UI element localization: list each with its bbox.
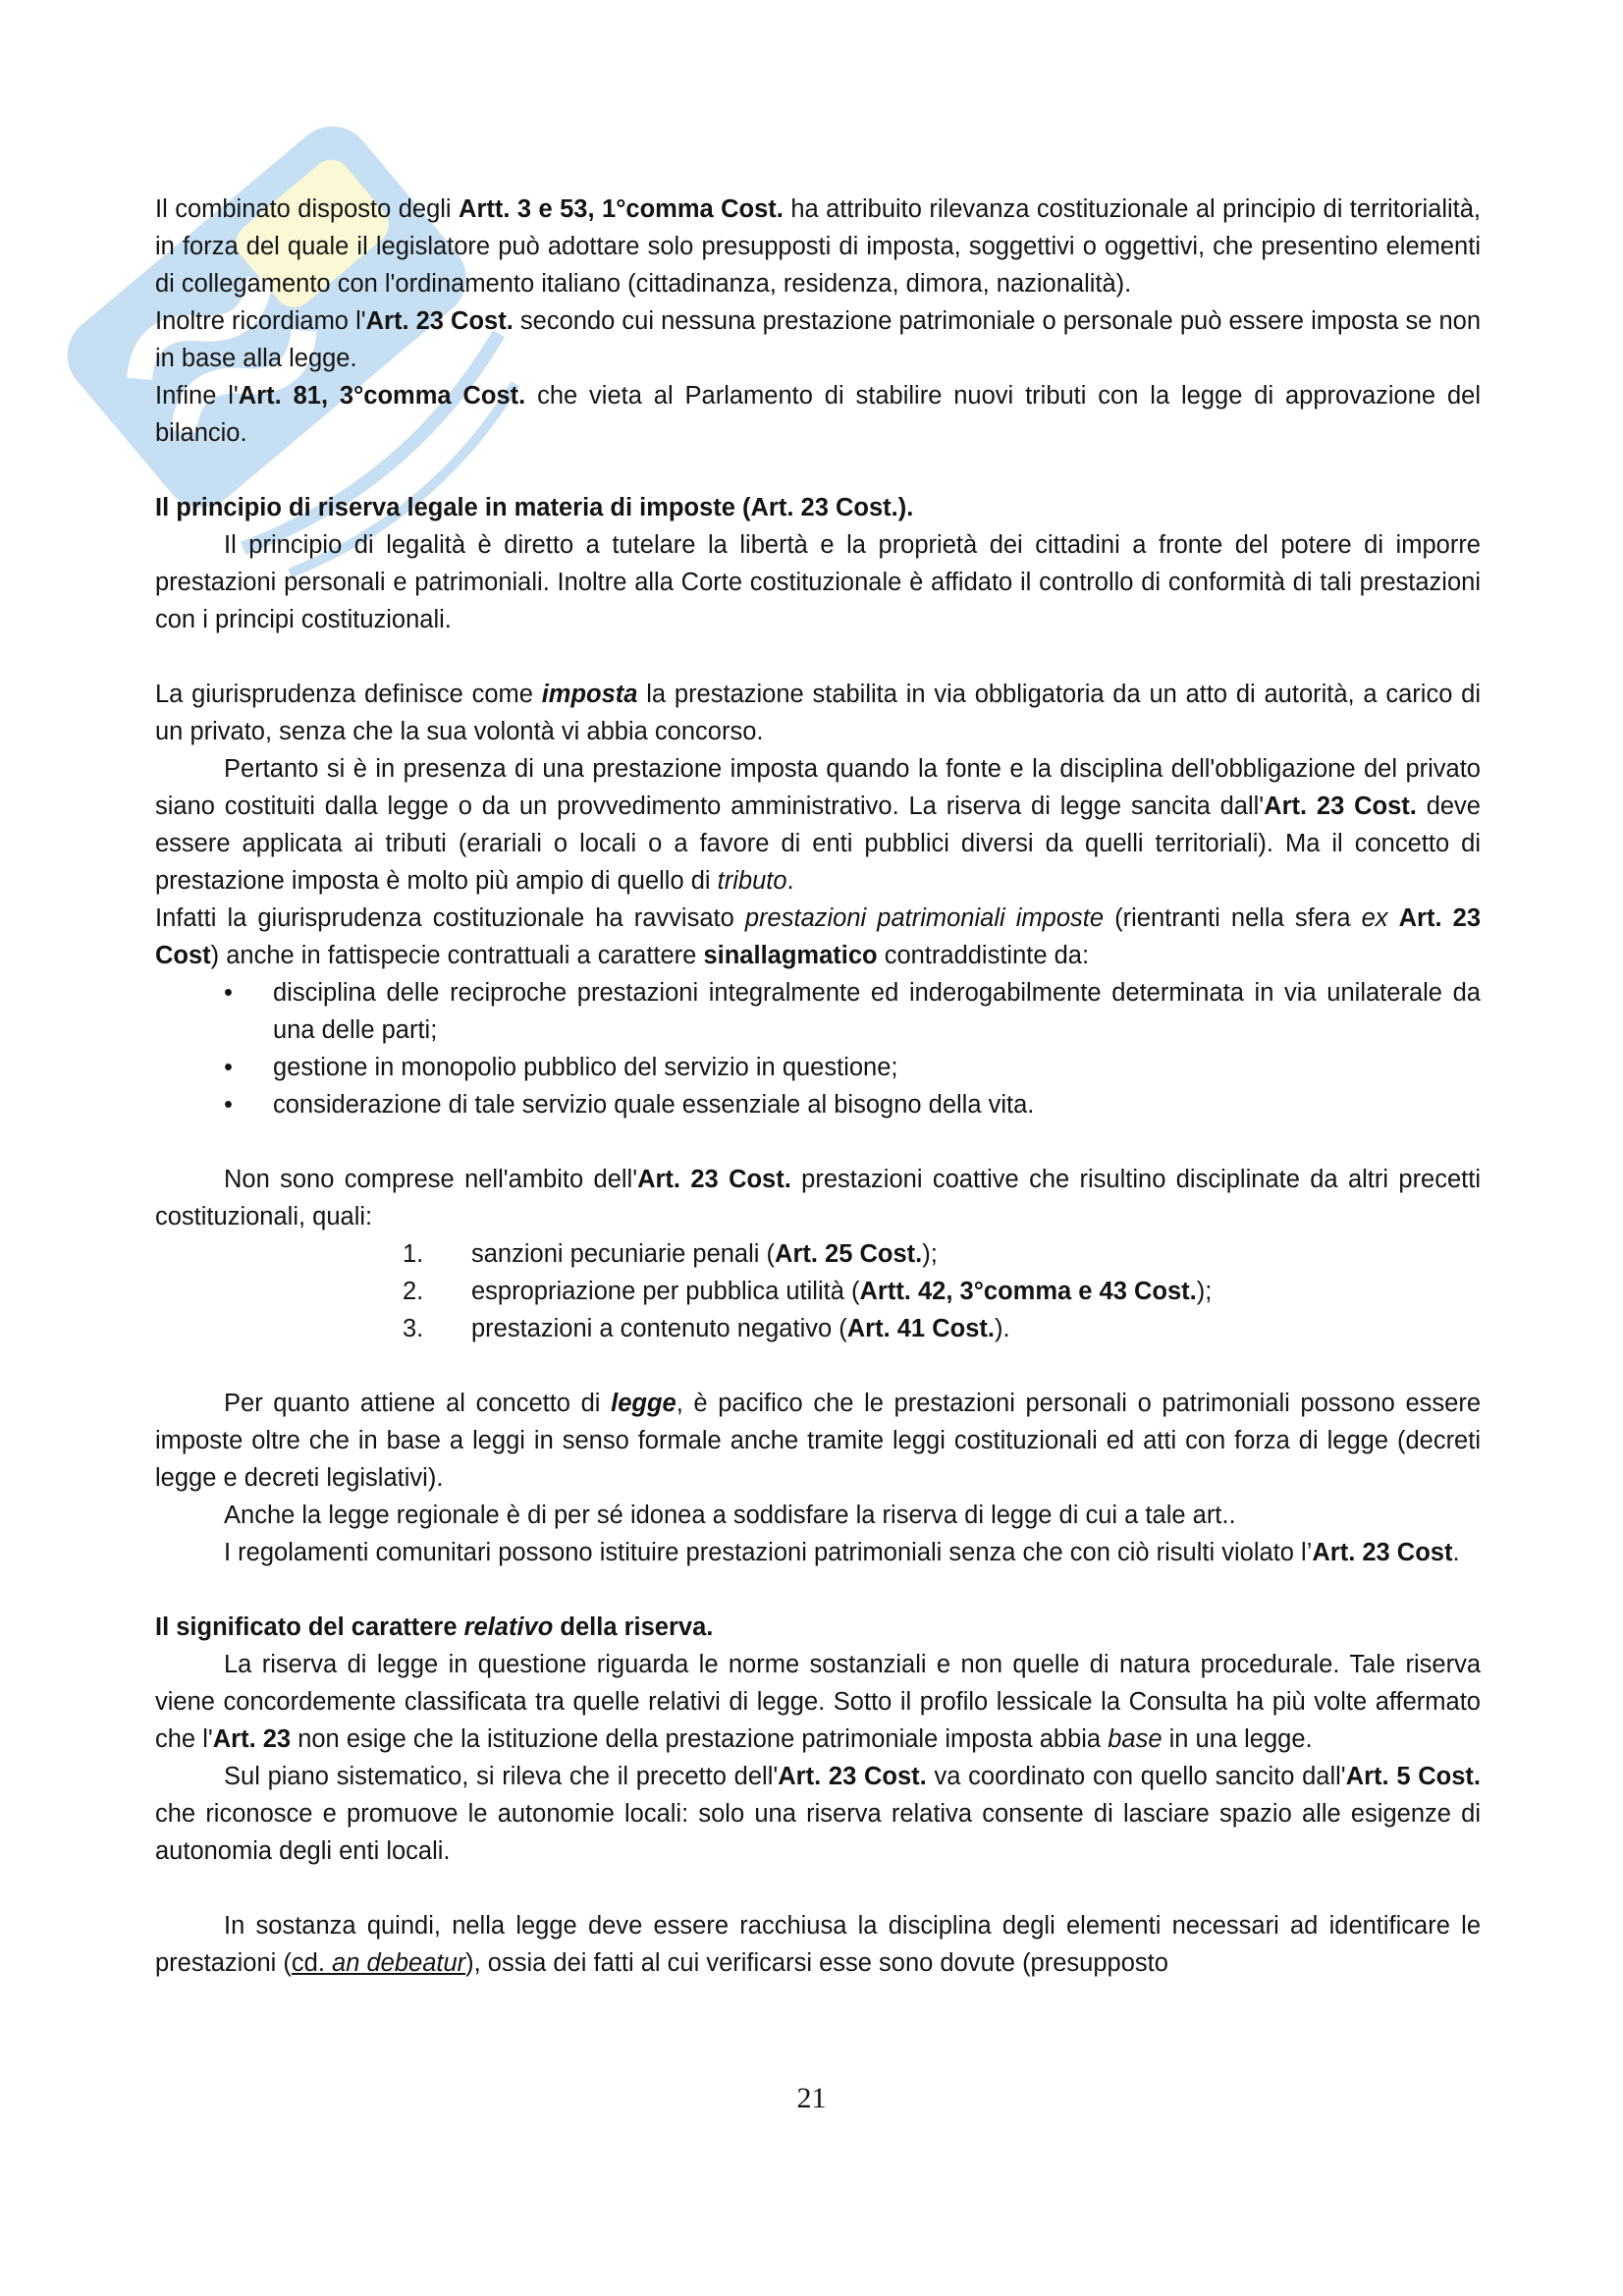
paragraph-norme-sostanziali: La riserva di legge in questione riguarda le norme sostanziali e non quelle di natura procedurale. Tale riserva viene concordemente classificata tra quelle relativi di legge. Sotto il profilo lessicale la Consulta ha più volte affermato che l'Art. 23 non esige che la istituzione della prestazione patrimoniale imposta abbia base in una legge. [155,1651,1481,1753]
paragraph-territoriality: Il combinato disposto degli Artt. 3 e 53, 1°comma Cost. ha attribuito rilevanza costituzionale al principio di territorialità, in forza del quale il legislatore può adottare solo presupposti di imposta, soggettivi o oggettivi, che presentino elementi di collegamento con l'ordinamento italiano (cittadinanza, residenza, dimora, nazionalità). [155,195,1482,298]
bullet-list [155,974,1481,1123]
paragraph-giurisprudenza: Infatti la giurisprudenza costituzionale ha ravvisato prestazioni patrimoniali imposte (rientranti nella sfera ex Art. 23 Cost) anche in fattispecie contrattuali a carattere sinallagmatico contraddistinte da: [155,904,1481,969]
paragraph-art81: Infine l'Art. 81, 3°comma Cost. che vieta al Parlamento di stabilire nuovi tributi con la legge di approvazione del bilancio. [155,382,1481,447]
paragraph-regolamenti-comunitari: I regolamenti comunitari possono istituire prestazioni patrimoniali senza che con ciò risulti violato l’Art. 23 Cost. [224,1539,1460,1566]
document-page [155,191,1481,1982]
paragraph-prestazione-imposta: Pertanto si è in presenza di una prestazione imposta quando la fonte e la disciplina dell'obbligazione del privato siano costituiti dalla legge o da un provvedimento amministrativo. La riserva di legge sancita dall'Art. 23 Cost. deve essere applicata ai tributi (erariali o locali o a favore di enti pubblici diversi da quelli territoriali). Ma il concetto di prestazione imposta è molto più ampio di quello di tributo. [155,755,1481,895]
list-item: 3. prestazioni a contenuto negativo (Art. 41 Cost.). [403,1315,1010,1342]
page-number: 21 [796,2082,827,2114]
paragraph-concetto-legge: Per quanto attiene al concetto di legge, è pacifico che le prestazioni personali o patrimoniali possono essere imposte oltre che in base a leggi in senso formale anche tramite leggi costituzionali ed atti con forza di legge (decreti legge e decreti legislativi). [155,1390,1481,1492]
list-item: • gestione in monopolio pubblico del servizio in questione; [155,1049,1481,1086]
paragraph-definizione-imposta: La giurisprudenza definisce come imposta la prestazione stabilita in via obbligatoria da un atto di autorità, a carico di un privato, senza che la sua volontà vi abbia concorso. [155,681,1481,745]
paragraph-principio-legalita: Il principio di legalità è diretto a tutelare la libertà e la proprietà dei cittadini a fronte del potere di imporre prestazioni personali e patrimoniali. Inoltre alla Corte costituzionale è affidato il controllo di conformità di tali prestazioni con i principi costituzionali. [155,531,1481,633]
list-item: 1. sanzioni pecuniarie penali (Art. 25 Cost.); [403,1240,938,1268]
paragraph-piano-sistematico: Sul piano sistematico, si rileva che il precetto dell'Art. 23 Cost. va coordinato con quello sancito dall'Art. 5 Cost. che riconosce e promuove le autonomie locali: solo una riserva relativa consente di lasciare spazio alle esigenze di autonomia degli enti locali. [155,1763,1481,1865]
numbered-list [155,1235,1481,1347]
paragraph-legge-regionale: Anche la legge regionale è di per sé idonea a soddisfare la riserva di legge di cui a tale art.. [224,1502,1236,1529]
paragraph-prestazioni-coattive: Non sono comprese nell'ambito dell'Art. 23 Cost. prestazioni coattive che risultino disciplinate da altri precetti costituzionali, quali: [155,1166,1482,1230]
paragraph-in-sostanza: In sostanza quindi, nella legge deve essere racchiusa la disciplina degli elementi necessari ad identificare le prestazioni (cd. an debeatur), ossia dei fatti al cui verificarsi esse sono dovute (presupposto [155,1912,1481,1977]
section-heading-riserva-legale: Il principio di riserva legale in materia di imposte (Art. 23 Cost.). [155,494,914,521]
paragraph-art23-intro: Inoltre ricordiamo l'Art. 23 Cost. secondo cui nessuna prestazione patrimoniale o personale può essere imposta se non in base alla legge. [155,307,1482,372]
section-heading-carattere-relativo: Il significato del carattere relativo della riserva. [155,1613,714,1641]
list-item: 2. espropriazione per pubblica utilità (Artt. 42, 3°comma e 43 Cost.); [403,1278,1213,1305]
list-item: • considerazione di tale servizio quale essenziale al bisogno della vita. [155,1086,1481,1123]
list-item: • disciplina delle reciproche prestazioni integralmente ed inderogabilmente determinata in via unilaterale da una delle parti; [155,974,1481,1049]
